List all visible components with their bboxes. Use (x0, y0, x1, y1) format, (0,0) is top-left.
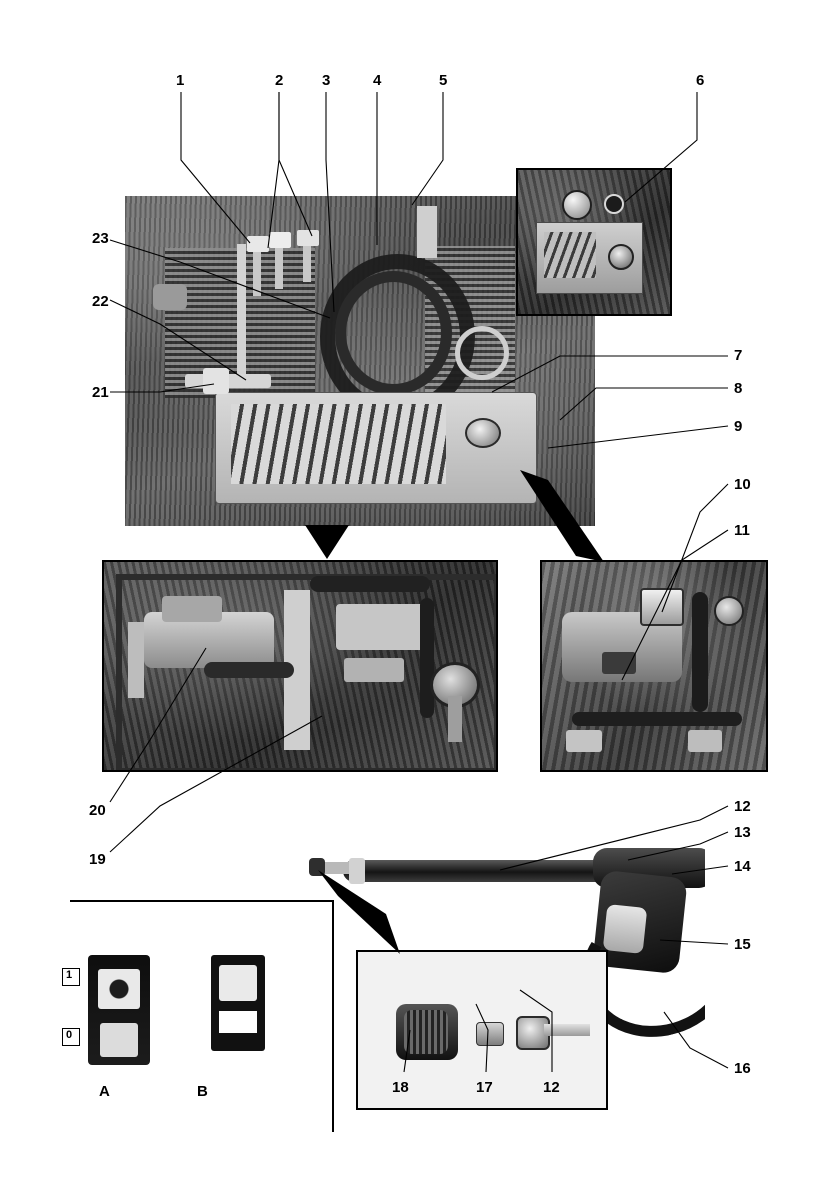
photo-detail-pump-assembly (102, 560, 498, 772)
callout-16: 16 (734, 1060, 751, 1077)
callout-13: 13 (734, 824, 751, 841)
callout-5: 5 (439, 72, 448, 89)
callout-9: 9 (734, 418, 743, 435)
callout-14: 14 (734, 858, 751, 875)
callout-19: 19 (89, 851, 106, 868)
callout-8: 8 (734, 380, 743, 397)
callout-17: 17 (476, 1079, 493, 1096)
switch-plate-a (88, 955, 150, 1065)
switch-position-1: 1 (66, 969, 73, 981)
arrow-to-engine-detail (520, 470, 610, 570)
switch-position-0: 0 (66, 1029, 73, 1041)
callout-11: 11 (734, 522, 750, 539)
callout-20: 20 (89, 802, 106, 819)
photo-detail-engine (540, 560, 768, 772)
callout-12: 12 (734, 798, 751, 815)
photo-detail-control-panel (516, 168, 672, 316)
callout-12-nozzle: 12 (543, 1079, 560, 1096)
label-b: B (197, 1083, 208, 1100)
callout-18: 18 (392, 1079, 409, 1096)
switch-plate-b (211, 955, 265, 1051)
callout-10: 10 (734, 476, 751, 493)
callout-7: 7 (734, 347, 743, 364)
callout-4: 4 (373, 72, 382, 89)
callout-2: 2 (275, 72, 284, 89)
panel-divider-horizontal (70, 900, 332, 902)
callout-22: 22 (92, 293, 109, 310)
callout-15: 15 (734, 936, 751, 953)
callout-23: 23 (92, 230, 109, 247)
callout-1: 1 (176, 72, 185, 89)
callout-21: 21 (92, 384, 109, 401)
label-a: A (99, 1083, 110, 1100)
arrow-to-nozzle-detail (318, 870, 408, 960)
callout-3: 3 (322, 72, 331, 89)
arrow-to-pump-detail (305, 525, 349, 559)
callout-6: 6 (696, 72, 705, 89)
